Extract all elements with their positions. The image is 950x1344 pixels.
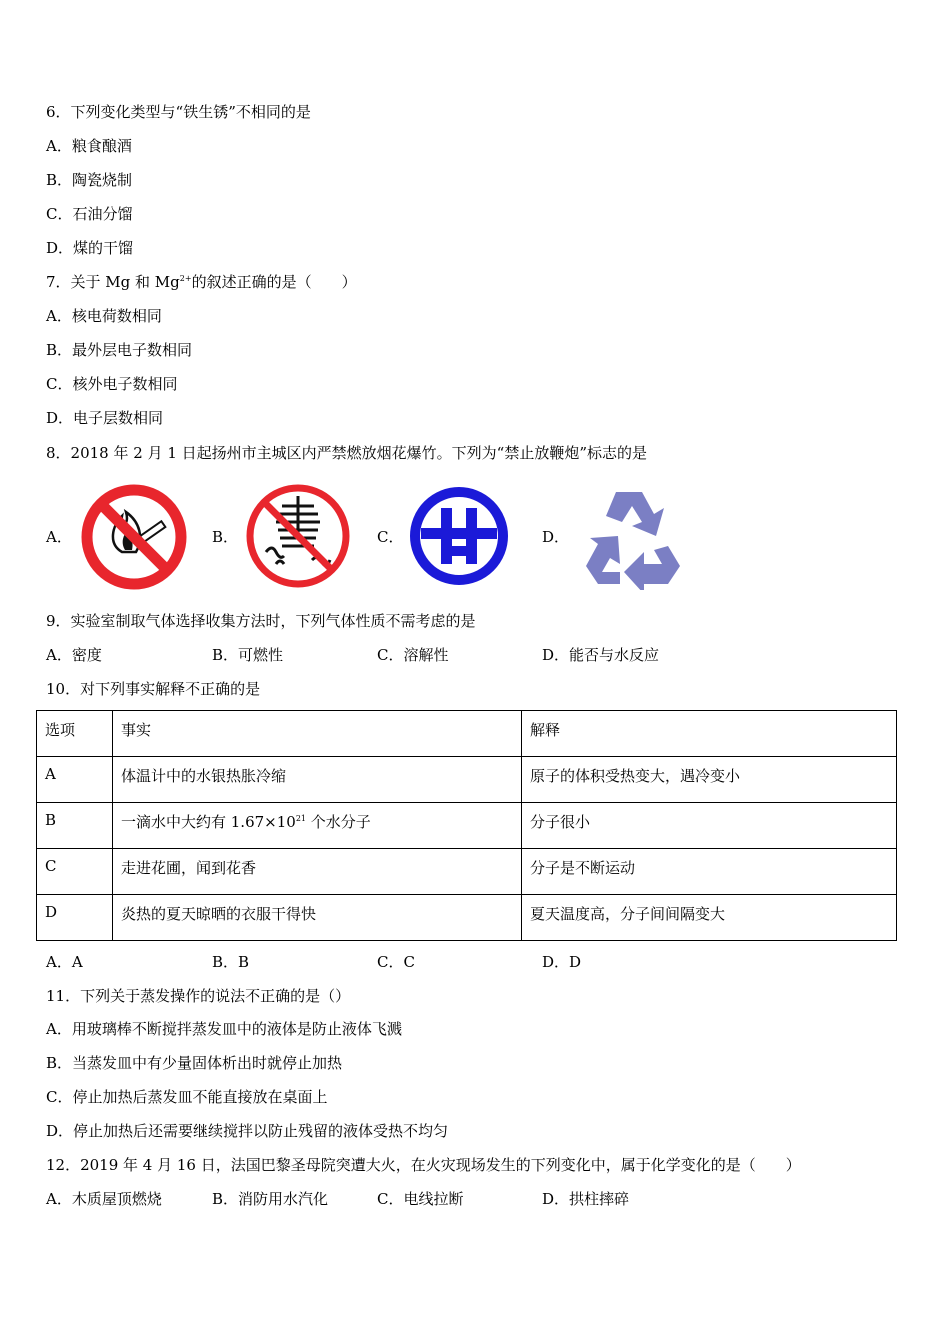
q6-option-b: B．陶瓷烧制: [46, 171, 133, 189]
no-open-flame-sign-icon: [78, 482, 190, 592]
exponent-superscript: 21: [295, 814, 307, 823]
q10-option-c: C．C: [377, 953, 415, 971]
q7-option-a: A．核电荷数相同: [46, 307, 162, 325]
q6-option-d: D．煤的干馏: [46, 239, 134, 257]
q12-stem: 12．2019 年 4 月 16 日，法国巴黎圣母院突遭大火，在火灾现场发生的下列变化中，属于化学变化的是（ ）: [46, 1156, 801, 1174]
q10-facts-table: [36, 710, 897, 941]
row-option: C: [37, 849, 113, 895]
q11-option-a: A．用玻璃棒不断搅拌蒸发皿中的液体是防止液体飞溅: [46, 1020, 402, 1038]
table-row: [37, 849, 897, 895]
header-option: 选项: [37, 711, 113, 757]
q12-option-a: A．木质屋顶燃烧: [46, 1190, 162, 1208]
q9-option-c: C．溶解性: [377, 646, 449, 664]
q8-stem: 8．2018 年 2 月 1 日起扬州市主城区内严禁燃放烟花爆竹。下列为“禁止放鞭炮”标志的是: [46, 444, 647, 462]
row-fact-text: 一滴水中大约有 1.67×10: [121, 813, 296, 831]
row-explain: 分子是不断运动: [522, 849, 897, 895]
row-explain: 原子的体积受热变大，遇冷变小: [522, 757, 897, 803]
q8-option-b-label: B．: [212, 528, 239, 546]
row-explain: 夏天温度高，分子间间隔变大: [522, 895, 897, 941]
q6-stem: 6．下列变化类型与“铁生锈”不相同的是: [46, 103, 311, 121]
q11-option-c: C．停止加热后蒸发皿不能直接放在桌面上: [46, 1088, 328, 1106]
row-fact: 炎热的夏天晾晒的衣服干得快: [113, 895, 522, 941]
q10-option-a: A．A: [46, 953, 83, 971]
table-row: [37, 803, 897, 849]
q9-stem: 9．实验室制取气体选择收集方法时，下列气体性质不需考虑的是: [46, 612, 476, 630]
q12-option-c: C．电线拉断: [377, 1190, 464, 1208]
row-fact: [113, 803, 522, 849]
header-fact: 事实: [113, 711, 522, 757]
q9-option-a: A．密度: [46, 646, 102, 664]
q8-option-a-label: A．: [46, 528, 72, 546]
q8-option-d-label: D．: [542, 528, 570, 546]
row-option: D: [37, 895, 113, 941]
q7-stem: [46, 272, 357, 292]
no-firecrackers-sign-icon: [242, 480, 354, 592]
row-fact-text-end: 个水分子: [306, 813, 371, 831]
q11-stem: 11．下列关于蒸发操作的说法不正确的是（）: [46, 987, 351, 1005]
q11-option-d: D．停止加热后还需要继续搅拌以防止残留的液体受热不均匀: [46, 1122, 449, 1140]
recycle-symbol-icon: [576, 486, 688, 590]
q8-option-c-label: C．: [377, 528, 404, 546]
q9-option-d: D．能否与水反应: [542, 646, 660, 664]
q6-option-a: A．粮食酿酒: [46, 137, 132, 155]
q7-option-d: D．电子层数相同: [46, 409, 164, 427]
header-explain: 解释: [522, 711, 897, 757]
q7-charge-superscript: 2+: [179, 274, 192, 283]
q6-option-c: C．石油分馏: [46, 205, 133, 223]
q7-stem-text: 7．关于 Mg 和 Mg: [46, 273, 180, 291]
q7-stem-text-end: 的叙述正确的是（ ）: [191, 273, 357, 291]
row-fact: 走进花圃，闻到花香: [113, 849, 522, 895]
row-option: A: [37, 757, 113, 803]
q7-option-c: C．核外电子数相同: [46, 375, 178, 393]
q10-option-d: D．D: [542, 953, 582, 971]
blue-circle-logo-icon: [407, 484, 511, 588]
q12-option-b: B．消防用水汽化: [212, 1190, 329, 1208]
q12-option-d: D．拱柱摔碎: [542, 1190, 630, 1208]
table-row: [37, 895, 897, 941]
q10-option-b: B．B: [212, 953, 250, 971]
table-row: [37, 757, 897, 803]
q11-option-b: B．当蒸发皿中有少量固体析出时就停止加热: [46, 1054, 343, 1072]
table-header-row: [37, 711, 897, 757]
row-explain: 分子很小: [522, 803, 897, 849]
q10-stem: 10．对下列事实解释不正确的是: [46, 680, 261, 698]
q7-option-b: B．最外层电子数相同: [46, 341, 193, 359]
q9-option-b: B．可燃性: [212, 646, 284, 664]
row-fact: 体温计中的水银热胀冷缩: [113, 757, 522, 803]
row-option: B: [37, 803, 113, 849]
